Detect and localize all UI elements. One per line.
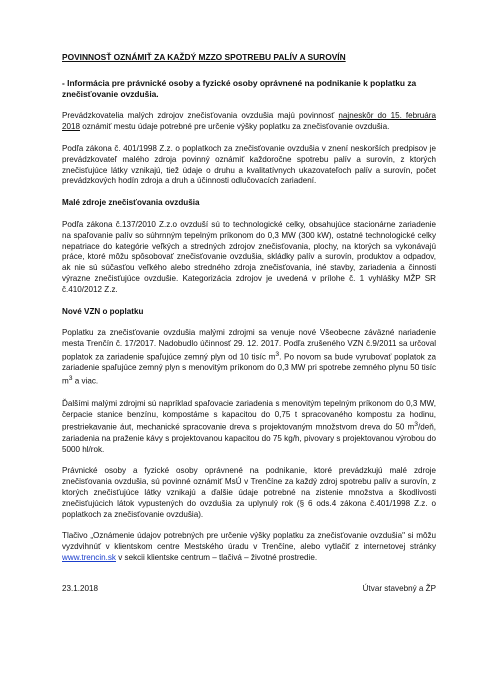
p1-text-a: Prevádzkovatelia malých zdrojov znečisťovania ovzdušia majú povinnosť (62, 111, 339, 121)
p4-sup-2: 3 (68, 375, 73, 383)
p5-text-a: Ďalšími malými zdrojmi sú napríklad spaľovacie zariadenia s menovitým tepelným príkonom do 0,3 MW, čerpacie stanice benzínu, kompostáme s kapacitou do 0,75 t spracovaného kompostu za hodinu, prestriekavanie áut, mechanické spracovanie dreva s projektovaným množstvom dreva do 50 m (62, 398, 436, 432)
paragraph-vzn (62, 328, 436, 387)
heading-small-sources: Malé zdroje znečisťovania ovzdušia (62, 198, 200, 208)
website-link[interactable]: www.trencin.sk (62, 552, 116, 562)
lead-paragraph: - Informácia pre právnické osoby a fyzické osoby oprávnené na podnikanie k poplatku za znečisťovanie ovzdušia. (62, 77, 417, 99)
paragraph-law: Podľa zákona č. 401/1998 Z.z. o poplatkoch za znečisťovanie ovzdušia v znení neskorších predpisov je prevádzkovateľ malého zdroja povinný oznámiť každoročne spotrebu palív a surovín, z ktorých znečisťujúce látky vznikajú, tiež údaje o druhu a kvalitatívnych ukazovateľoch palív a surovín, počet prevádzkových hodín zdroja a druh a účinnosti odlučovacích zariadení. (62, 143, 436, 186)
p4-text-a: Poplatku za znečisťovanie ovzdušia malými zdrojmi sa venuje nové Všeobecne záväzné nariadenie mesta Trenčín č. 17/2017. Nadobudlo účinnosť 29. 12. 2017. Podľa zrušeného VZN č.9/2011 sa určoval poplatok za zariadenie spaľujúce zemný plyn od 10 tisíc m (62, 328, 436, 362)
heading-new-vzn: Nové VZN o poplatku (62, 306, 144, 316)
p7-text-a: Tlačivo „Oznámenie údajov potrebných pre určenie výšky poplatku za znečisťovanie ovzdušia" si môžu vyzdvihnúť v klientskom centre Mestského úradu v Trenčíne, alebo vytlačiť z internetovej stránky (62, 531, 436, 552)
footer (62, 584, 436, 595)
p4-text-b: . Po novom sa bude vyrubovať poplatok za zariadenie spaľujúce zemný plyn s menovitým príkonom do 0,3 MW pri spotrebe zemného plynu 50 tisíc m (62, 352, 436, 386)
footer-date: 23.1.2018 (62, 583, 99, 593)
p7-text-b: v sekcii klientske centrum – tlačivá – životné prostredie. (115, 552, 318, 562)
p1-text-b: oznámiť mestu údaje potrebné pre určenie výšky poplatku za znečisťovanie ovzdušia. (80, 122, 390, 132)
page-title: POVINNOSŤ OZNÁMIŤ ZA KAŽDÝ MZZO SPOTREBU PALÍV A SUROVÍN (62, 52, 346, 62)
paragraph-form (62, 531, 436, 563)
p4-sup-1: 3 (275, 350, 280, 358)
p5-text-b: /deň, zariadenia na praženie kávy s projektovanou kapacitou do 75 kg/h, pivovary s projektovanou výrobou do 5000 hl/rok. (62, 422, 436, 454)
paragraph-deadline (62, 111, 436, 133)
deadline-text: najneskôr do 15. februára 2018 (62, 111, 436, 132)
paragraph-other-sources (62, 399, 436, 456)
paragraph-obligation: Právnické osoby a fyzické osoby oprávnené na podnikanie, ktoré prevádzkujú malé zdroje znečisťovania ovzdušia, sú povinné oznámiť MsÚ v Trenčíne za každý zdroj spotrebu palív a surovín, z ktorých znečisťujúce látky vznikajú a ďalšie údaje potrebné na zistenie množstva a škodlivosti znečisťujúcich látok vypustených do ovzdušia za uplynulý rok (§ 6 ods.4 zákona č.401/1998 Z.z. o poplatkoch za znečisťovanie ovzdušia). (62, 466, 436, 519)
p5-sup: 3 (414, 421, 418, 429)
footer-department: Útvar stavebný a ŽP (362, 583, 436, 593)
p4-text-c: a viac. (72, 376, 99, 386)
paragraph-small-sources: Podľa zákona č.137/2010 Z.z.o ovzduší sú to technologické celky, obsahujúce stacionárne zariadenie na spaľovanie palív so súhrnným tepelným príkonom do 0,3 MW (300 kW), ostatné technologické celky nepatriace do kategórie veľkých a stredných zdrojov znečisťovania, plochy, na ktorých sa vykonávajú práce, ktoré môžu spôsobovať znečisťovanie ovzdušia, skládky palív a surovín, produktov a odpadov, ak nie sú súčasťou veľkého alebo stredného zdroja znečisťovania, iné stavby, zariadenia a činnosti výrazne znečisťujúce ovzdušie. Kategorizácia zdrojov je uvedená v prílohe č. 1 vyhlášky MŽP SR č.410/2012 Z.z. (62, 219, 436, 294)
document-page (62, 52, 436, 595)
